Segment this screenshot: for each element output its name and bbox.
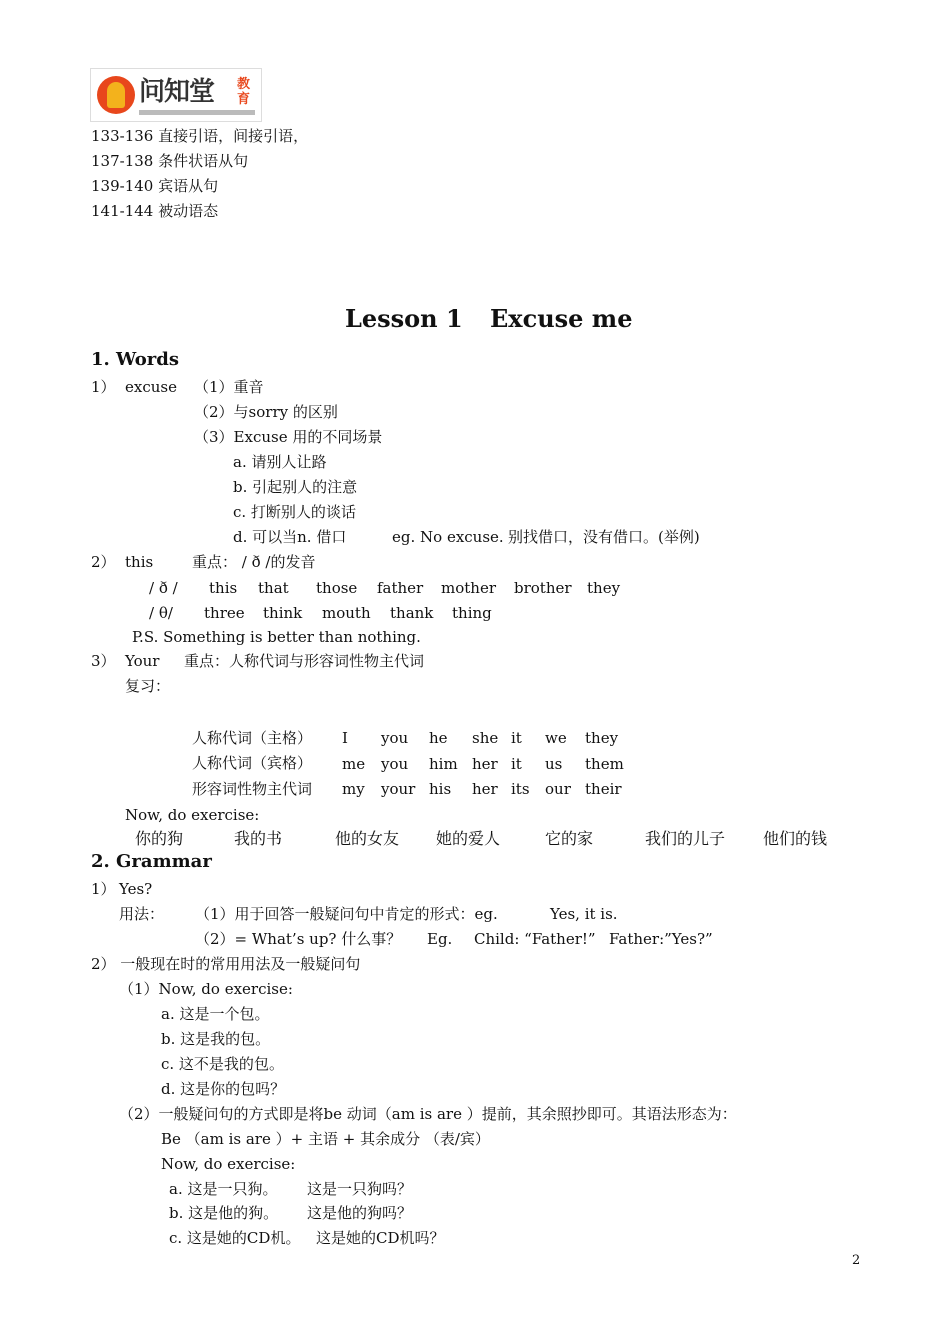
scene: c. 打断别人的谈话 bbox=[233, 503, 356, 521]
toc-line: 139-140 宾语从句 bbox=[91, 177, 219, 195]
phoneme: / θ/ bbox=[149, 604, 173, 622]
scene: a. 请别人让路 bbox=[233, 453, 327, 471]
example-word: they bbox=[587, 579, 621, 597]
example-word: mother bbox=[441, 579, 496, 597]
exercise-item: b. 这是我的包。 bbox=[161, 1030, 271, 1048]
usage-example: Father:”Yes?” bbox=[609, 930, 713, 948]
logo bbox=[90, 68, 262, 122]
exercise-question: 这是他的狗吗？ bbox=[307, 1204, 413, 1222]
exercise-item: c. 这不是我的包。 bbox=[161, 1055, 284, 1073]
pronoun-cell: me bbox=[342, 755, 366, 773]
item-title: 2） 一般现在时的常用用法及一般疑问句 bbox=[91, 955, 361, 973]
exercise-item: a. 这是一只狗。 bbox=[169, 1180, 278, 1198]
pronoun-cell: your bbox=[381, 780, 416, 798]
exercise-item: 你的狗 bbox=[135, 829, 184, 848]
point: （3）Excuse 用的不同场景 bbox=[194, 428, 383, 446]
exercise-item: d. 这是你的包吗？ bbox=[161, 1080, 286, 1098]
exercise-item: b. 这是他的狗。 bbox=[169, 1204, 279, 1222]
exercise-question: 这是她的CD机吗？ bbox=[316, 1229, 445, 1247]
exercise-item: 我们的儿子 bbox=[645, 829, 726, 848]
example-word: brother bbox=[514, 579, 572, 597]
toc-line: 141-144 被动语态 bbox=[91, 202, 219, 220]
item-number: 1） bbox=[91, 880, 116, 898]
usage-line: （2）= What’s up? 什么事？ bbox=[195, 930, 402, 948]
logo-brand: 问知堂 bbox=[139, 77, 215, 107]
section-heading-words: 1. Words bbox=[91, 349, 180, 370]
exercise-label: Now, do exercise: bbox=[125, 806, 260, 824]
pronoun-cell: you bbox=[381, 755, 409, 773]
example-word: this bbox=[209, 579, 238, 597]
item-title: Yes? bbox=[119, 880, 153, 898]
usage-example: Eg. bbox=[427, 930, 453, 948]
pronoun-cell: she bbox=[472, 729, 499, 747]
item-focus: 重点： / ð /的发音 bbox=[192, 553, 316, 571]
pronoun-cell: he bbox=[429, 729, 448, 747]
pronoun-cell: our bbox=[545, 780, 571, 798]
exercise-item: 她的爱人 bbox=[436, 829, 501, 848]
pronoun-row-label: 人称代词（宾格） bbox=[192, 754, 313, 772]
pronoun-cell: you bbox=[381, 729, 409, 747]
usage-example: Yes, it is. bbox=[550, 905, 618, 923]
item-number: 1） bbox=[91, 378, 116, 396]
exercise-item: 他的女友 bbox=[335, 829, 400, 848]
logo-side-text: 教育 bbox=[237, 77, 251, 107]
section-heading-grammar: 2. Grammar bbox=[91, 851, 212, 872]
pronoun-cell: my bbox=[342, 780, 365, 798]
pronoun-cell: her bbox=[472, 780, 498, 798]
pronoun-cell: it bbox=[511, 755, 522, 773]
pronoun-cell: its bbox=[511, 780, 530, 798]
toc-line: 133-136 直接引语，间接引语， bbox=[91, 127, 309, 145]
formula: Be （am is are ）+ 主语 + 其余成分 （表/宾） bbox=[161, 1130, 490, 1148]
pronoun-cell: their bbox=[585, 780, 622, 798]
logo-tagline-bar bbox=[139, 110, 255, 115]
point: （1）重音 bbox=[194, 378, 264, 396]
pronoun-cell: them bbox=[585, 755, 624, 773]
example-translation: 别找借口，没有借口。(举例) bbox=[508, 528, 700, 546]
logo-mark-icon bbox=[97, 76, 135, 114]
review-label: 复习： bbox=[125, 677, 171, 695]
item-word: Your bbox=[125, 652, 160, 670]
pronoun-cell: her bbox=[472, 755, 498, 773]
scene: d. 可以当n. 借口 bbox=[233, 528, 347, 546]
exercise-label: Now, do exercise: bbox=[161, 1155, 296, 1173]
example-word: think bbox=[263, 604, 303, 622]
exercise-item: c. 这是她的CD机。 bbox=[169, 1229, 301, 1247]
page-number: 2 bbox=[852, 1253, 861, 1268]
sub-heading: （2）一般疑问句的方式即是将be 动词（am is are ）提前，其余照抄即可。其语法形态为： bbox=[119, 1105, 737, 1123]
exercise-item: 它的家 bbox=[545, 829, 594, 848]
example-word: thing bbox=[452, 604, 492, 622]
exercise-item: 我的书 bbox=[234, 829, 283, 848]
pronoun-cell: us bbox=[545, 755, 563, 773]
item-number: 2） bbox=[91, 553, 116, 571]
exercise-question: 这是一只狗吗？ bbox=[307, 1180, 413, 1198]
usage-label: 用法： bbox=[119, 905, 165, 923]
pronoun-cell: we bbox=[545, 729, 567, 747]
example-word: thank bbox=[390, 604, 434, 622]
sub-heading: （1）Now, do exercise: bbox=[119, 980, 293, 998]
item-word: this bbox=[125, 553, 154, 571]
scene: b. 引起别人的注意 bbox=[233, 478, 358, 496]
example-word: that bbox=[258, 579, 289, 597]
item-word: excuse bbox=[125, 378, 177, 396]
pronoun-cell: him bbox=[429, 755, 458, 773]
pronoun-cell: I bbox=[342, 729, 348, 747]
example-word: father bbox=[377, 579, 424, 597]
example-word: those bbox=[316, 579, 358, 597]
lesson-title: Excuse me bbox=[490, 304, 633, 333]
usage-example: Child: “Father!” bbox=[474, 930, 596, 948]
item-number: 3） bbox=[91, 652, 116, 670]
toc-line: 137-138 条件状语从句 bbox=[91, 152, 249, 170]
example: eg. No excuse. bbox=[392, 528, 504, 546]
pronoun-cell: they bbox=[585, 729, 619, 747]
pronoun-cell: it bbox=[511, 729, 522, 747]
usage-line: （1）用于回答一般疑问句中肯定的形式：eg. bbox=[195, 905, 498, 923]
phoneme: / ð / bbox=[149, 579, 178, 597]
pronoun-row-label: 人称代词（主格） bbox=[192, 729, 313, 747]
lesson-number: Lesson 1 bbox=[345, 304, 463, 333]
pronoun-row-label: 形容词性物主代词 bbox=[192, 780, 313, 798]
point: （2）与sorry 的区别 bbox=[194, 403, 338, 421]
example-word: mouth bbox=[322, 604, 371, 622]
exercise-item: 他们的钱 bbox=[763, 829, 828, 848]
exercise-item: a. 这是一个包。 bbox=[161, 1005, 270, 1023]
example-word: three bbox=[204, 604, 245, 622]
item-focus: 重点：人称代词与形容词性物主代词 bbox=[184, 652, 425, 670]
pronoun-cell: his bbox=[429, 780, 452, 798]
ps-note: P.S. Something is better than nothing. bbox=[132, 628, 421, 646]
